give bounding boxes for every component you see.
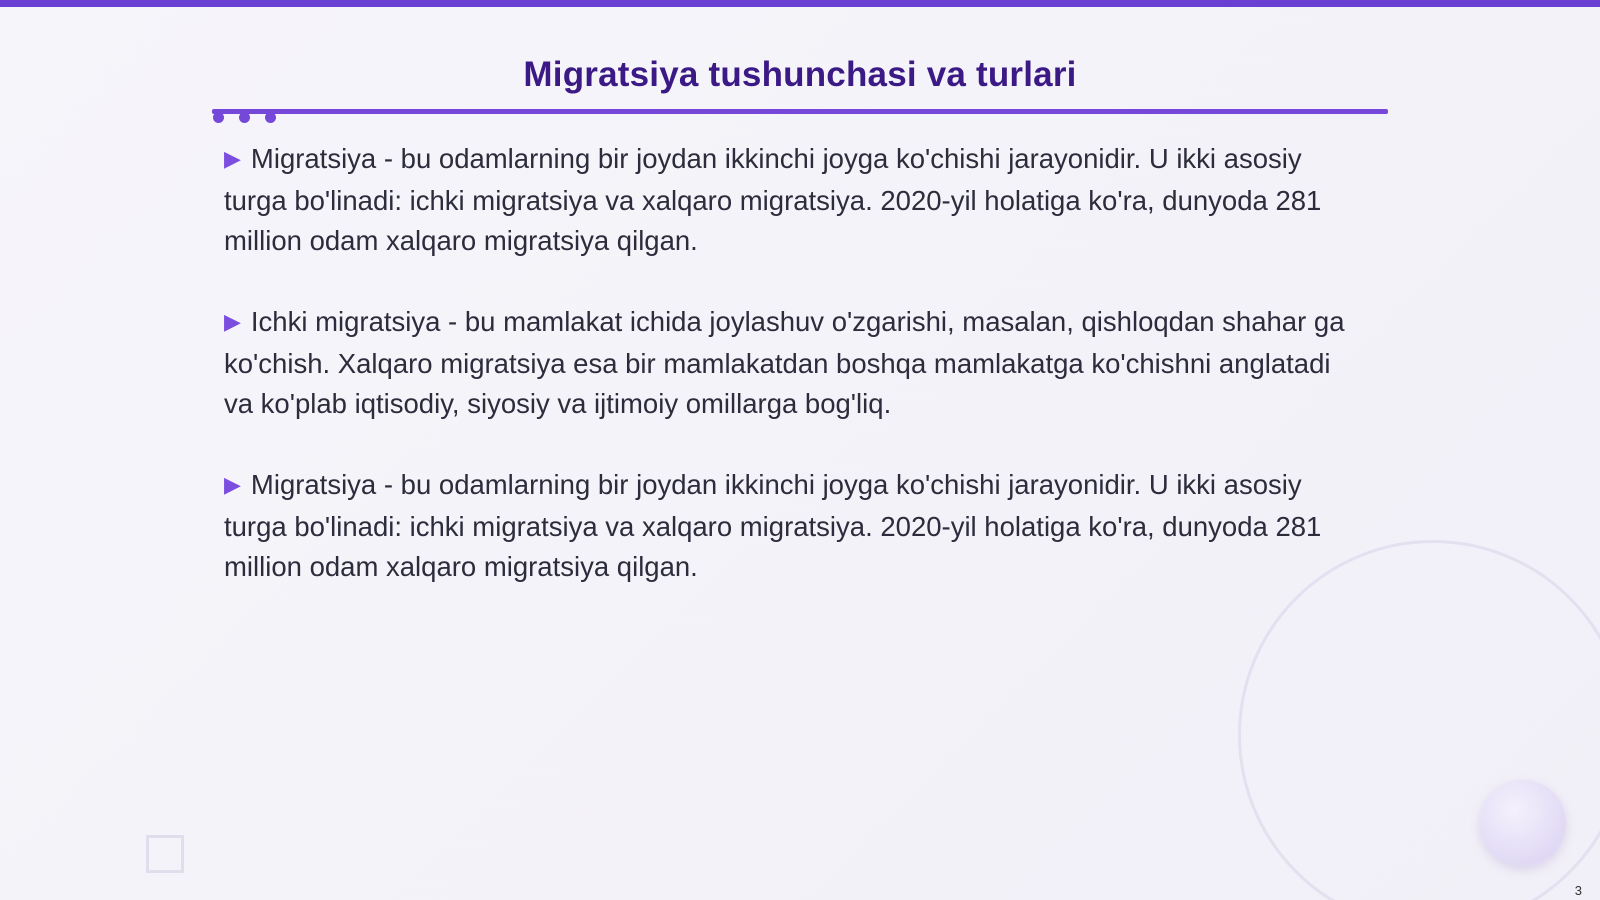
bullet-paragraph xyxy=(224,465,1354,587)
decorative-circle-filled xyxy=(1480,780,1566,866)
decorative-dot xyxy=(265,112,276,123)
decorative-square-outline xyxy=(146,835,184,873)
top-accent-bar xyxy=(0,0,1600,7)
paragraph-text: Migratsiya - bu odamlarning bir joydan ikkinchi joyga ko'chishi jarayonidir. U ikki asosiy turga bo'linadi: ichki migratsiya va xalqaro migratsiya. 2020-yil holatiga ko'ra, dunyoda 281 million odam xalqaro migratsiya qilgan. xyxy=(224,143,1322,256)
page-number: 3 xyxy=(1574,883,1582,898)
bullet-paragraph xyxy=(224,302,1354,424)
triangle-right-icon: ▶ xyxy=(224,146,241,171)
title-underline xyxy=(212,109,1388,114)
triangle-right-icon: ▶ xyxy=(224,309,241,334)
slide-title: Migratsiya tushunchasi va turlari xyxy=(523,55,1077,94)
paragraph-text: Ichki migratsiya - bu mamlakat ichida joylashuv o'zgarishi, masalan, qishloqdan shahar ga ko'chish. Xalqaro migratsiya esa bir mamlakatdan boshqa mamlakatga ko'chishni anglatadi va ko'plab iqtisodiy, siyosiy va ijtimoiy omillarga bog'liq. xyxy=(224,306,1345,419)
paragraph-text: Migratsiya - bu odamlarning bir joydan ikkinchi joyga ko'chishi jarayonidir. U ikki asosiy turga bo'linadi: ichki migratsiya va xalqaro migratsiya. 2020-yil holatiga ko'ra, dunyoda 281 million odam xalqaro migratsiya qilgan. xyxy=(224,469,1322,582)
decorative-dot xyxy=(239,112,250,123)
triangle-right-icon: ▶ xyxy=(224,472,241,497)
decorative-dot xyxy=(213,112,224,123)
bullet-paragraph xyxy=(224,139,1354,261)
slide-content xyxy=(224,139,1354,628)
